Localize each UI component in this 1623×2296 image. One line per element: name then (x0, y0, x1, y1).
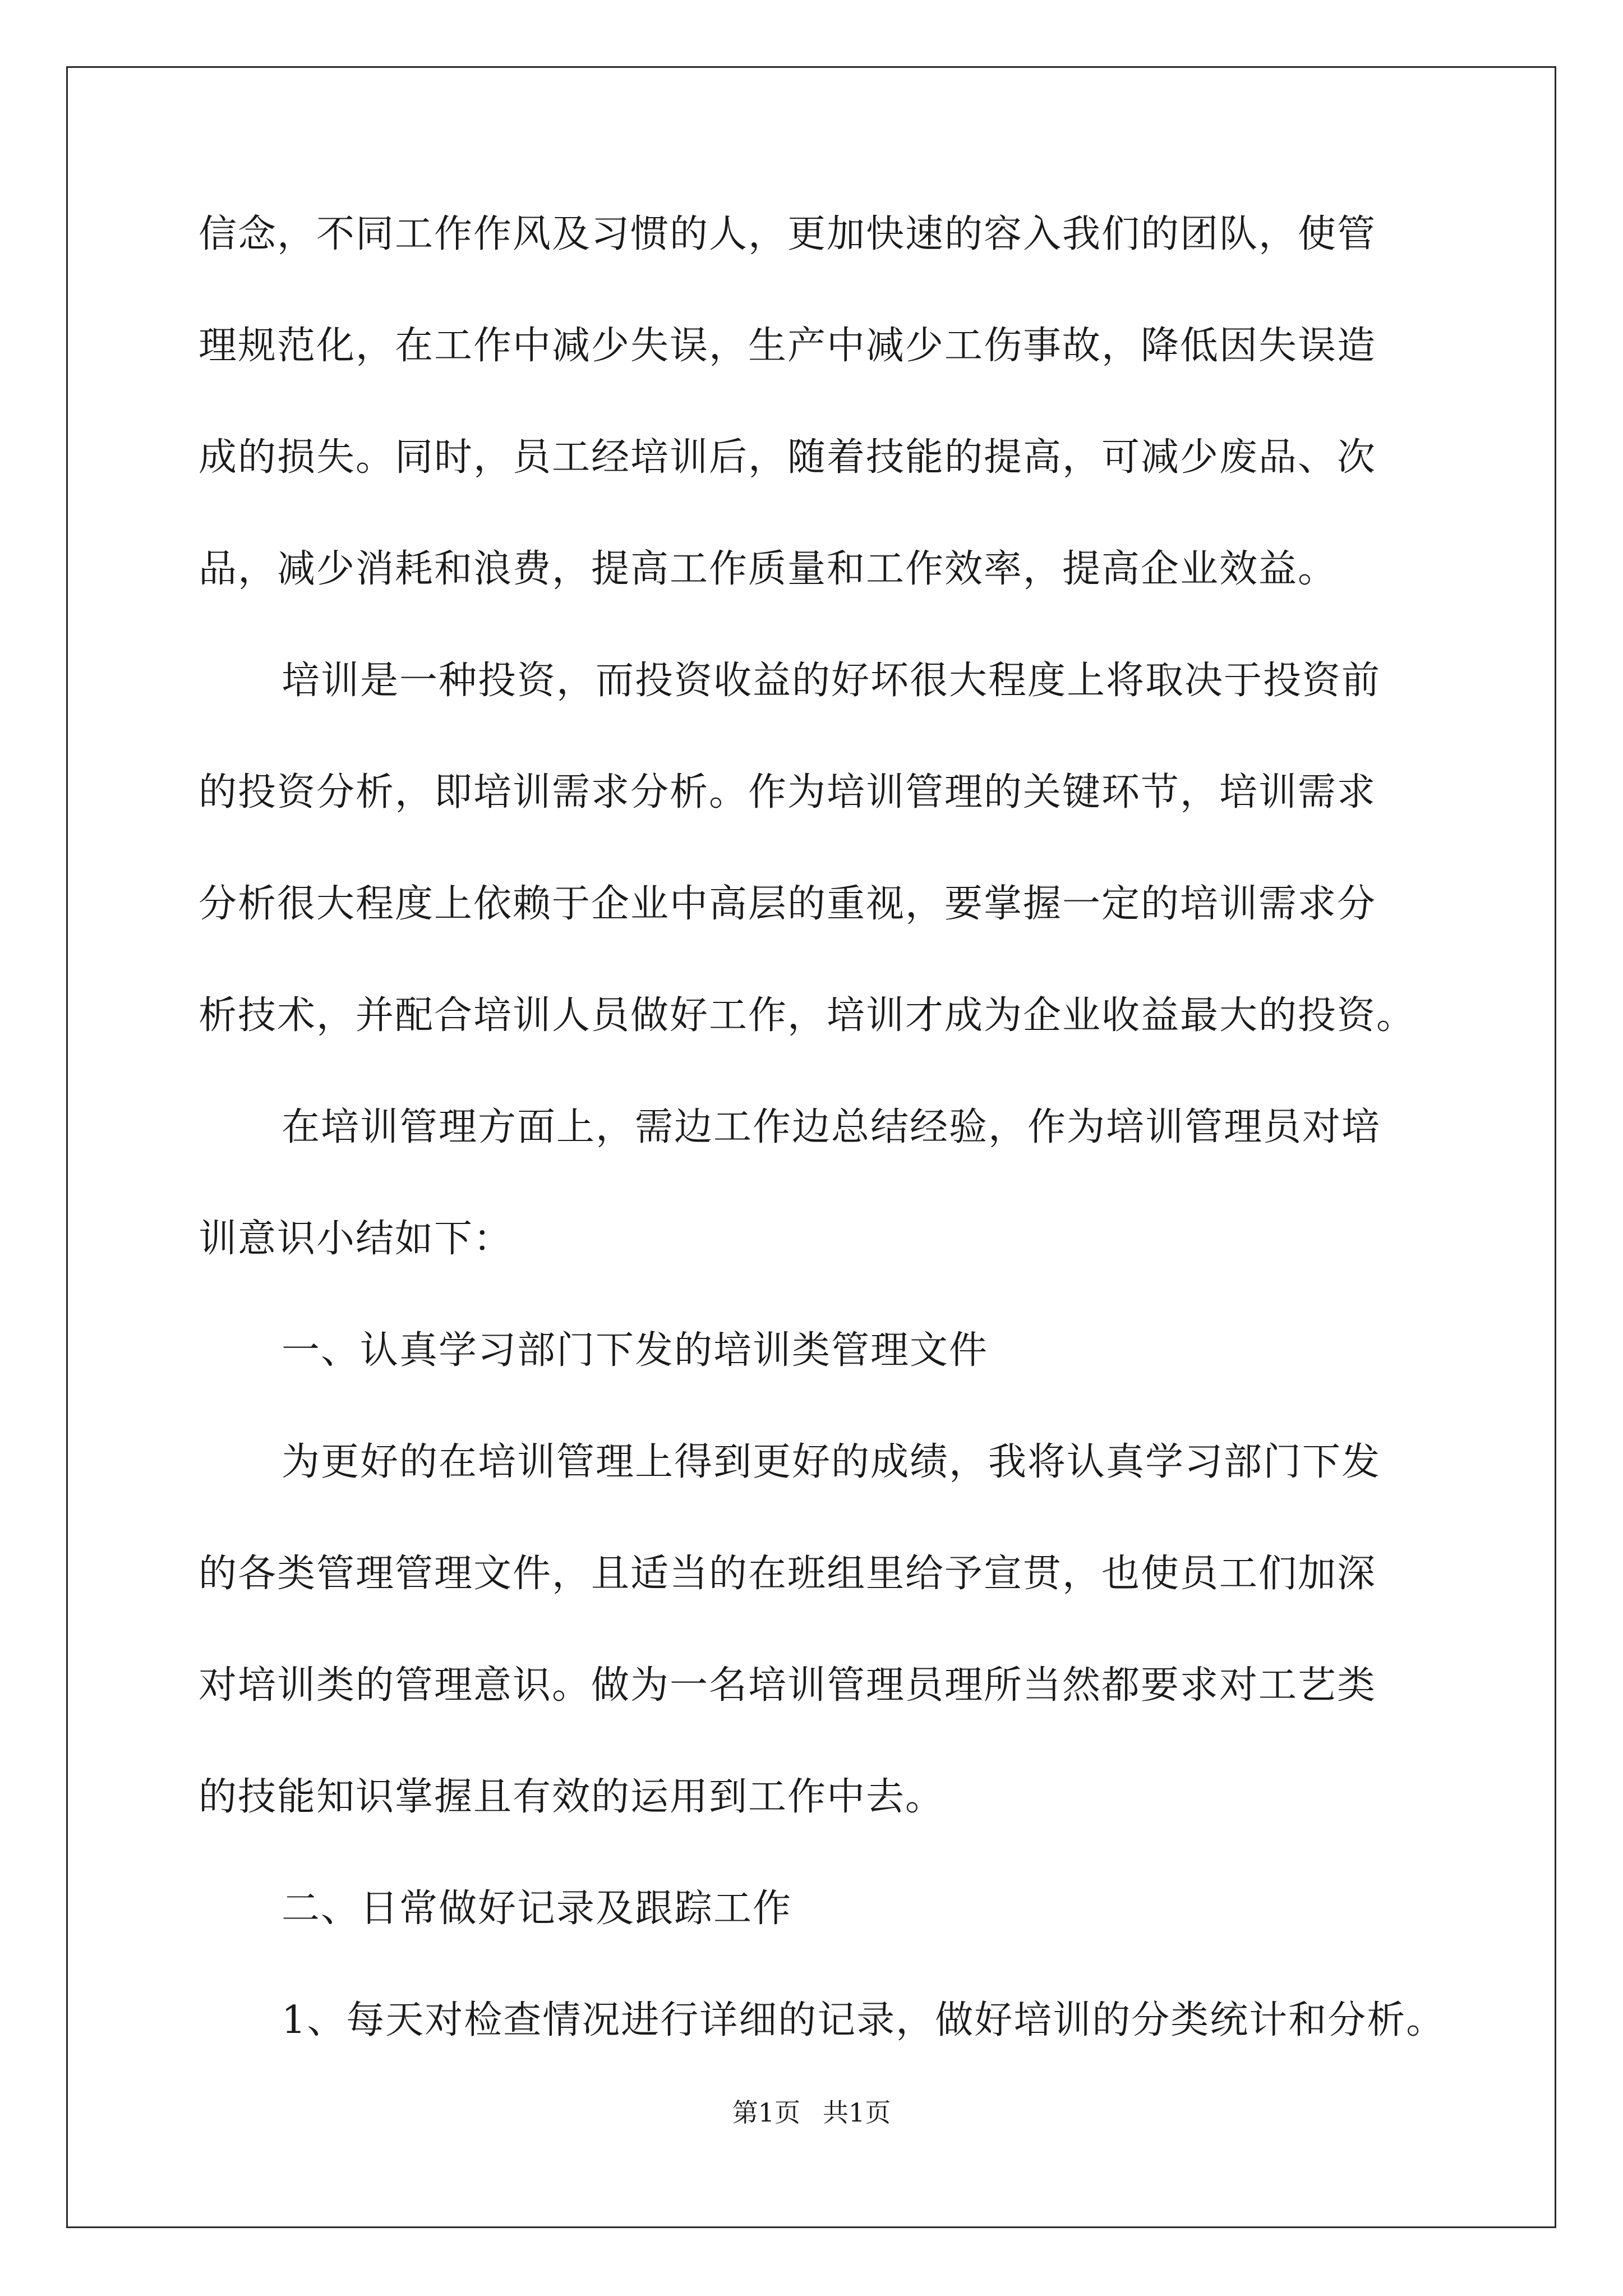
page-count: 共1页 (823, 2097, 891, 2128)
paragraph-line: 的技能知识掌握且有效的运用到工作中去。 (199, 1775, 945, 1819)
page-number: 第1页 (732, 2097, 800, 2128)
paragraph-line: 析技术，并配合培训人员做好工作，培训才成为企业收益最大的投资。 (199, 993, 1416, 1038)
paragraph-line: 在培训管理方面上，需边工作边总结经验，作为培训管理员对培 (282, 1105, 1381, 1149)
paragraph-line: 训意识小结如下： (199, 1217, 513, 1261)
paragraph-line: 理规范化，在工作中减少失误，生产中减少工伤事故，降低因失误造 (199, 324, 1377, 368)
paragraph-line: 1、每天对检查情况进行详细的记录，做好培训的分类统计和分析。 (282, 1998, 1446, 2042)
section-heading: 一、认真学习部门下发的培训类管理文件 (282, 1328, 989, 1373)
paragraph-line: 对培训类的管理意识。做为一名培训管理员理所当然都要求对工艺类 (199, 1663, 1377, 1708)
paragraph-line: 成的损失。同时，员工经培训后，随着技能的提高，可减少废品、次 (199, 435, 1377, 480)
paragraph-line: 信念，不同工作作风及习惯的人，更加快速的容入我们的团队，使管 (199, 212, 1377, 256)
paragraph-line: 的投资分析，即培训需求分析。作为培训管理的关键环节，培训需求 (199, 770, 1377, 815)
page-footer (0, 2097, 1623, 2128)
document-body (199, 212, 1446, 2110)
section-heading: 二、日常做好记录及跟踪工作 (282, 1887, 792, 1931)
paragraph-line: 品，减少消耗和浪费，提高工作质量和工作效率，提高企业效益。 (199, 547, 1338, 591)
paragraph-line: 培训是一种投资，而投资收益的好坏很大程度上将取决于投资前 (282, 659, 1381, 703)
paragraph-line: 的各类管理管理文件，且适当的在班组里给予宣贯，也使员工们加深 (199, 1552, 1377, 1596)
paragraph-line: 分析很大程度上依赖于企业中高层的重视，要掌握一定的培训需求分 (199, 882, 1377, 926)
paragraph-line: 为更好的在培训管理上得到更好的成绩，我将认真学习部门下发 (282, 1440, 1381, 1484)
